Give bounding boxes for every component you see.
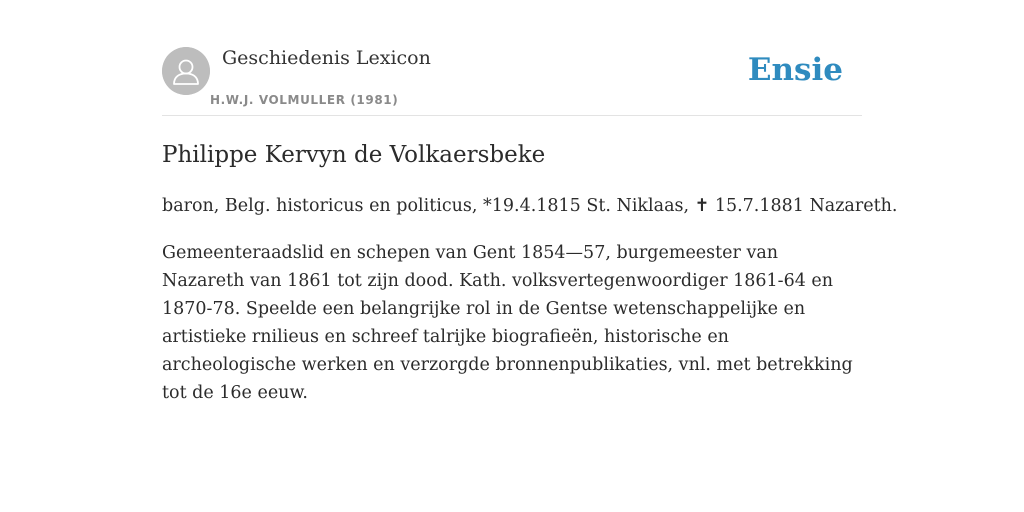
entry-header (162, 46, 862, 116)
user-silhouette-icon (162, 47, 210, 95)
lead-paragraph: baron, Belg. historicus en politicus, *19.4.1815 St. Niklaas, ✝ 15.7.1881 Nazareth. (162, 196, 898, 216)
source-title[interactable]: Geschiedenis Lexicon (222, 47, 431, 69)
avatar[interactable] (162, 47, 210, 95)
ensie-logo[interactable]: Ensie (747, 52, 843, 88)
entry-container (162, 46, 898, 407)
body-paragraph: Gemeenteraadslid en schepen van Gent 1854—57, burgemeester van Nazareth van 1861 tot zijn dood. Kath. volksvertegenwoordiger 1861-64 en 1870-78. Speelde een belangrijke rol in de Gentse wetenschappelijke en artistieke rnilieus en schreef talrijke biografieën, historische en archeologische werken en verzorgde bronnenpublikaties, vnl. met betrekking tot de 16e eeuw. (162, 243, 853, 403)
page-title: Philippe Kervyn de Volkaersbeke (162, 142, 546, 168)
author-byline[interactable]: H.W.J. VOLMULLER (1981) (210, 93, 399, 107)
